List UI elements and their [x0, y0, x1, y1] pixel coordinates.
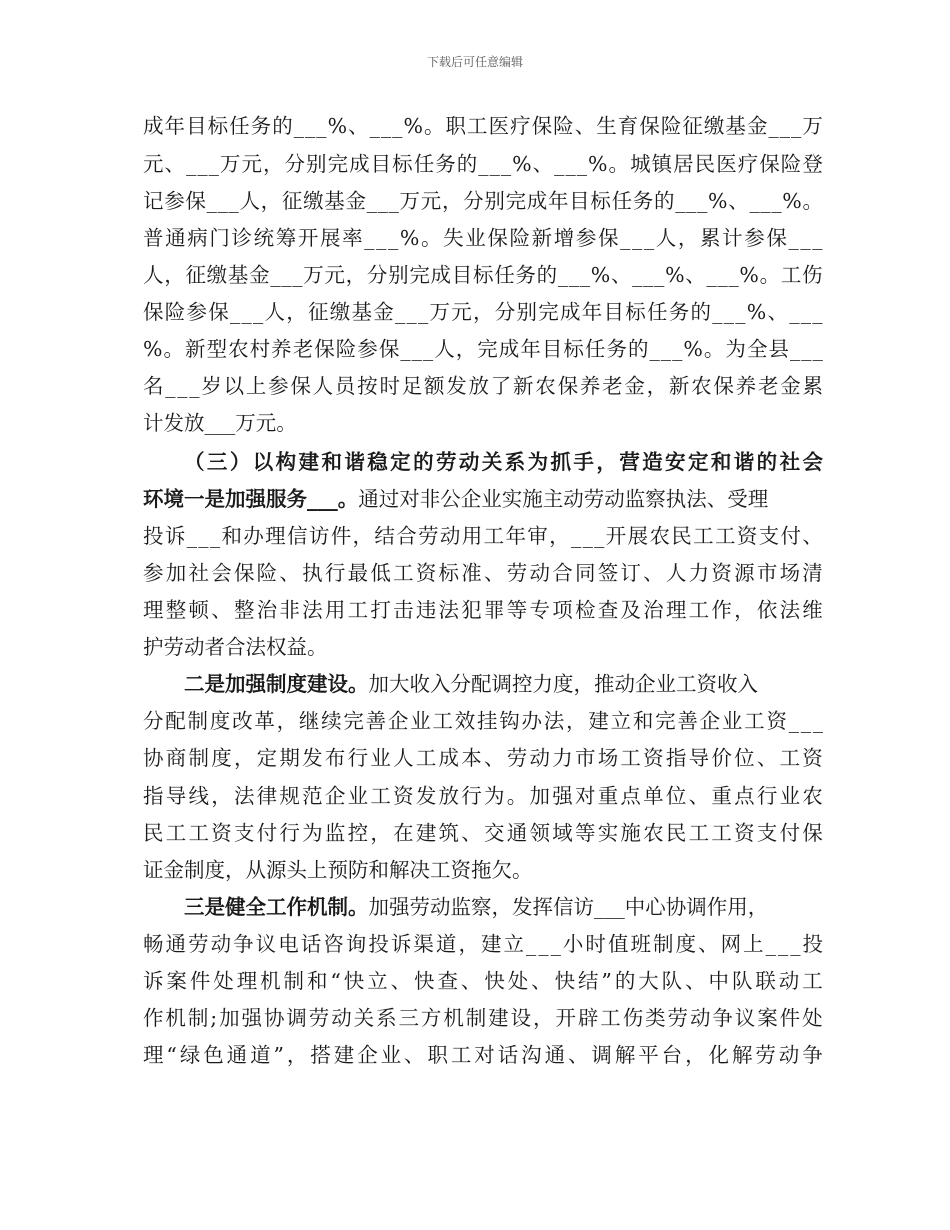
text-line: 记 参 保 _ _ _ 人 ， 征 缴 基 金 _ _ _ 万 元 ， 分 别 完 成 年 目 标 任 务 的 _ _ _ % 、 _ _ _ % 。: [143, 189, 823, 213]
line-rest: 加大收入分配调控力度，推动企业工资收入: [368, 672, 758, 696]
paragraph-line: [184, 889, 823, 925]
bold-lead: 二是加强制度建设。: [184, 672, 369, 696]
text-line: 护劳动者合法权益。: [143, 635, 328, 659]
text-line: 作 机 制 ; 加 强 协 调 劳 动 关 系 三 方 机 制 建 设 ， 开 辟 工 伤 类 劳 动 争 议 案 件 处: [143, 1006, 823, 1030]
text-line: 分 配 制 度 改 革 ， 继 续 完 善 企 业 工 效 挂 钩 办 法 ， 建 立 和 完 善 企 业 工 资 _ _ _: [143, 709, 823, 733]
paragraph-line: [143, 481, 823, 517]
line-rest: 通过对非公企业实施主动劳动监察执法、受理: [358, 487, 769, 511]
section-heading: （ 三 ） 以 构 建 和 谐 稳 定 的 劳 动 关 系 为 抓 手 ， 营 造 安 定 和 谐 的 社 会: [184, 450, 823, 474]
text-line: 理 整 顿 、 整 治 非 法 用 工 打 击 违 法 犯 罪 等 专 项 检 查 及 治 理 工 作 ， 依 法 维: [143, 598, 823, 622]
text-line: 普 通 病 门 诊 统 筹 开 展 率 _ _ _ % 。 失 业 保 险 新 增 参 保 _ _ _ 人 ， 累 计 参 保 _ _ _: [143, 226, 823, 250]
text-line: 投 诉 _ _ _ 和 办 理 信 访 件 ， 结 合 劳 动 用 工 年 审 ， _ _ _ 开 展 农 民 工 工 资 支 付 、: [143, 524, 823, 548]
bold-lead: 三是健全工作机制。: [184, 895, 369, 919]
text-line: 元 、 _ _ _ 万 元 ， 分 别 完 成 目 标 任 务 的 _ _ _ % 、 _ _ _ % 。 城 镇 居 民 医 疗 保 险 登: [143, 152, 823, 176]
text-line: 理 “ 绿 色 通 道 ” ， 搭 建 企 业 、 职 工 对 话 沟 通 、 调 解 平 台 ， 化 解 劳 动 争: [143, 1043, 823, 1067]
text-line: 民 工 工 资 支 付 行 为 监 控 ， 在 建 筑 、 交 通 领 域 等 实 施 农 民 工 工 资 支 付 保: [143, 821, 823, 845]
text-line: 协 商 制 度 ， 定 期 发 布 行 业 人 工 成 本 、 劳 动 力 市 场 工 资 指 导 价 位 、 工 资: [143, 746, 823, 770]
page-header: 下载后可任意编辑: [426, 55, 523, 69]
paragraph-line: [184, 666, 823, 702]
text-line: 畅 通 劳 动 争 议 电 话 咨 询 投 诉 渠 道 ， 建 立 _ _ _ 小 时 值 班 制 度 、 网 上 _ _ _ 投: [143, 932, 823, 956]
text-line: 人 ， 征 缴 基 金 _ _ _ 万 元 ， 分 别 完 成 目 标 任 务 的 _ _ _ % 、 _ _ _ % 、 _ _ _ % 。 工 伤: [143, 263, 823, 287]
text-line: 计发放___万元。: [143, 411, 297, 435]
text-line: 成 年 目 标 任 务 的 _ _ _ % 、 _ _ _ % 。 职 工 医 疗 保 险 、 生 育 保 险 征 缴 基 金 _ _ _ 万: [143, 114, 823, 138]
text-line: 指 导 线 ， 法 律 规 范 企 业 工 资 发 放 行 为 。 加 强 对 重 点 单 位 、 重 点 行 业 农: [143, 784, 823, 808]
text-line: % 。 新 型 农 村 养 老 保 险 参 保 _ _ _ 人 ， 完 成 年 目 标 任 务 的 _ _ _ % 。 为 全 县 _ _ _: [143, 337, 823, 361]
text-line: 证金制度，从源头上预防和解决工资拖欠。: [143, 858, 533, 882]
text-line: 保 险 参 保 _ _ _ 人 ， 征 缴 基 金 _ _ _ 万 元 ， 分 别 完 成 年 目 标 任 务 的 _ _ _ % 、 _ _ _: [143, 300, 823, 324]
text-line: 诉 案 件 处 理 机 制 和 “ 快 立 、 快 查 、 快 处 、 快 结 ” 的 大 队 、 中 队 联 动 工: [143, 969, 823, 993]
line-rest: 加强劳动监察，发挥信访___中心协调作用，: [368, 895, 769, 919]
text-line: 名 _ _ _ 岁 以 上 参 保 人 员 按 时 足 额 发 放 了 新 农 保 养 老 金 ， 新 农 保 养 老 金 累: [143, 374, 823, 398]
bold-lead: 环境一是加强服务___。: [143, 487, 359, 511]
text-line: 参 加 社 会 保 险 、 执 行 最 低 工 资 标 准 、 劳 动 合 同 签 订 、 人 力 资 源 市 场 清: [143, 561, 823, 585]
